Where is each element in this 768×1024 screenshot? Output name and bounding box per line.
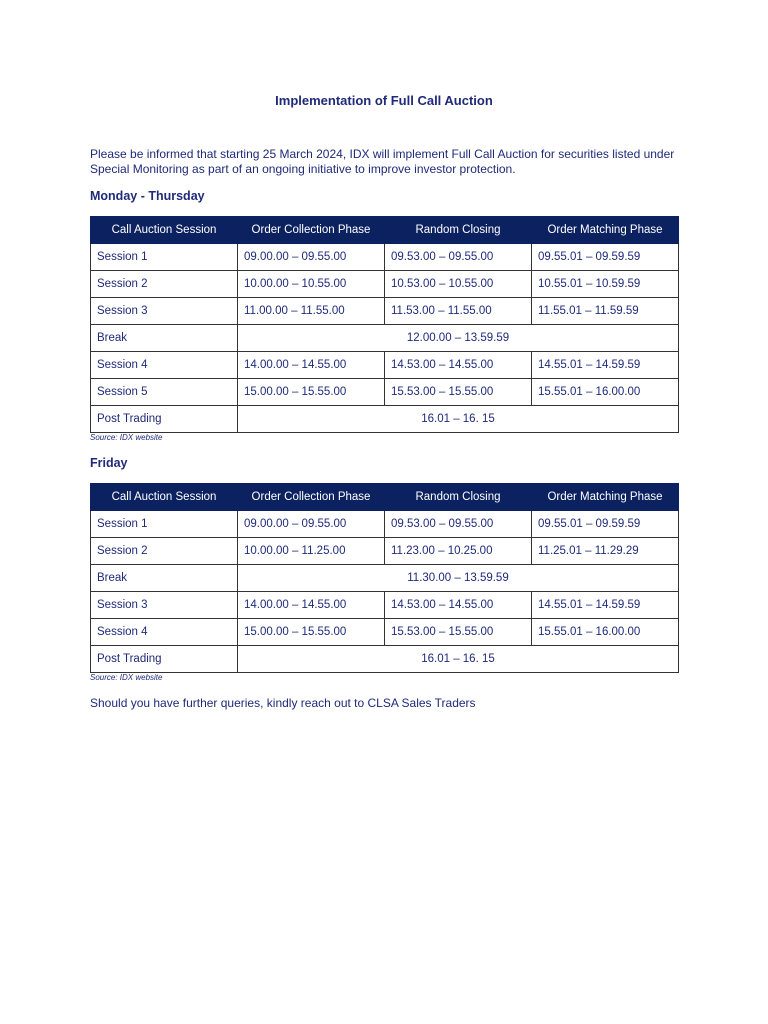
column-header: Random Closing — [385, 217, 532, 244]
table-cell: Post Trading — [91, 646, 238, 673]
table-cell: 11.55.01 – 11.59.59 — [532, 298, 679, 325]
table-cell: Break — [91, 565, 238, 592]
table-cell: 09.55.01 – 09.59.59 — [532, 511, 679, 538]
table-row — [91, 646, 679, 673]
source-note: Source: IDX website — [90, 673, 163, 682]
table-row — [91, 592, 679, 619]
table-cell: 15.53.00 – 15.55.00 — [385, 619, 532, 646]
closing-paragraph: Should you have further queries, kindly reach out to CLSA Sales Traders — [90, 696, 476, 710]
table-cell: 10.00.00 – 11.25.00 — [238, 538, 385, 565]
table-cell: 11.25.01 – 11.29.29 — [532, 538, 679, 565]
table-cell: Session 4 — [91, 619, 238, 646]
table-cell: 10.55.01 – 10.59.59 — [532, 271, 679, 298]
column-header: Call Auction Session — [91, 217, 238, 244]
table-cell: Session 2 — [91, 271, 238, 298]
table-cell: 14.55.01 – 14.59.59 — [532, 592, 679, 619]
table-cell: 15.55.01 – 16.00.00 — [532, 619, 679, 646]
intro-paragraph: Please be informed that starting 25 March 2024, IDX will implement Full Call Auction for securities listed under Special Monitoring as part of an ongoing initiative to improve investor protection. — [90, 147, 675, 176]
friday-table — [90, 483, 679, 673]
table-row — [91, 325, 679, 352]
table-cell: Session 5 — [91, 379, 238, 406]
table-cell: Session 1 — [91, 244, 238, 271]
table-row — [91, 379, 679, 406]
table-cell: Session 4 — [91, 352, 238, 379]
column-header: Order Matching Phase — [532, 217, 679, 244]
source-note: Source: IDX website — [90, 433, 163, 442]
monday-thursday-heading: Monday - Thursday — [90, 189, 205, 203]
table-cell-merged: 11.30.00 – 13.59.59 — [238, 565, 679, 592]
table-cell: 15.00.00 – 15.55.00 — [238, 619, 385, 646]
table-cell-merged: 16.01 – 16. 15 — [238, 406, 679, 433]
table-header-row — [91, 484, 679, 511]
table-cell: 09.53.00 – 09.55.00 — [385, 511, 532, 538]
table-row — [91, 511, 679, 538]
column-header: Order Collection Phase — [238, 217, 385, 244]
friday-heading: Friday — [90, 456, 128, 470]
column-header: Order Matching Phase — [532, 484, 679, 511]
column-header: Call Auction Session — [91, 484, 238, 511]
table-row — [91, 406, 679, 433]
table-cell: 15.00.00 – 15.55.00 — [238, 379, 385, 406]
table-cell-merged: 16.01 – 16. 15 — [238, 646, 679, 673]
table-cell: 14.00.00 – 14.55.00 — [238, 592, 385, 619]
table-cell: Session 1 — [91, 511, 238, 538]
table-row — [91, 298, 679, 325]
column-header: Random Closing — [385, 484, 532, 511]
table-cell: 11.00.00 – 11.55.00 — [238, 298, 385, 325]
table-row — [91, 565, 679, 592]
table-row — [91, 244, 679, 271]
table-cell: Break — [91, 325, 238, 352]
table-cell: 14.55.01 – 14.59.59 — [532, 352, 679, 379]
table-cell: 15.55.01 – 16.00.00 — [532, 379, 679, 406]
table-cell: 09.00.00 – 09.55.00 — [238, 511, 385, 538]
table-cell: 09.55.01 – 09.59.59 — [532, 244, 679, 271]
table-cell: Session 3 — [91, 592, 238, 619]
table-cell: 14.00.00 – 14.55.00 — [238, 352, 385, 379]
table-cell: 10.00.00 – 10.55.00 — [238, 271, 385, 298]
table-cell: 10.53.00 – 10.55.00 — [385, 271, 532, 298]
table-cell: 11.23.00 – 10.25.00 — [385, 538, 532, 565]
table-cell: 11.53.00 – 11.55.00 — [385, 298, 532, 325]
table-cell: Post Trading — [91, 406, 238, 433]
table-row — [91, 271, 679, 298]
table-cell: 14.53.00 – 14.55.00 — [385, 352, 532, 379]
table-row — [91, 538, 679, 565]
document-title: Implementation of Full Call Auction — [275, 93, 493, 108]
table-cell: 09.00.00 – 09.55.00 — [238, 244, 385, 271]
table-cell: 14.53.00 – 14.55.00 — [385, 592, 532, 619]
table-row — [91, 619, 679, 646]
table-cell: Session 2 — [91, 538, 238, 565]
table-cell: 15.53.00 – 15.55.00 — [385, 379, 532, 406]
table-header-row — [91, 217, 679, 244]
table-cell-merged: 12.00.00 – 13.59.59 — [238, 325, 679, 352]
column-header: Order Collection Phase — [238, 484, 385, 511]
table-cell: 09.53.00 – 09.55.00 — [385, 244, 532, 271]
table-row — [91, 352, 679, 379]
monday-thursday-table — [90, 216, 679, 433]
table-cell: Session 3 — [91, 298, 238, 325]
